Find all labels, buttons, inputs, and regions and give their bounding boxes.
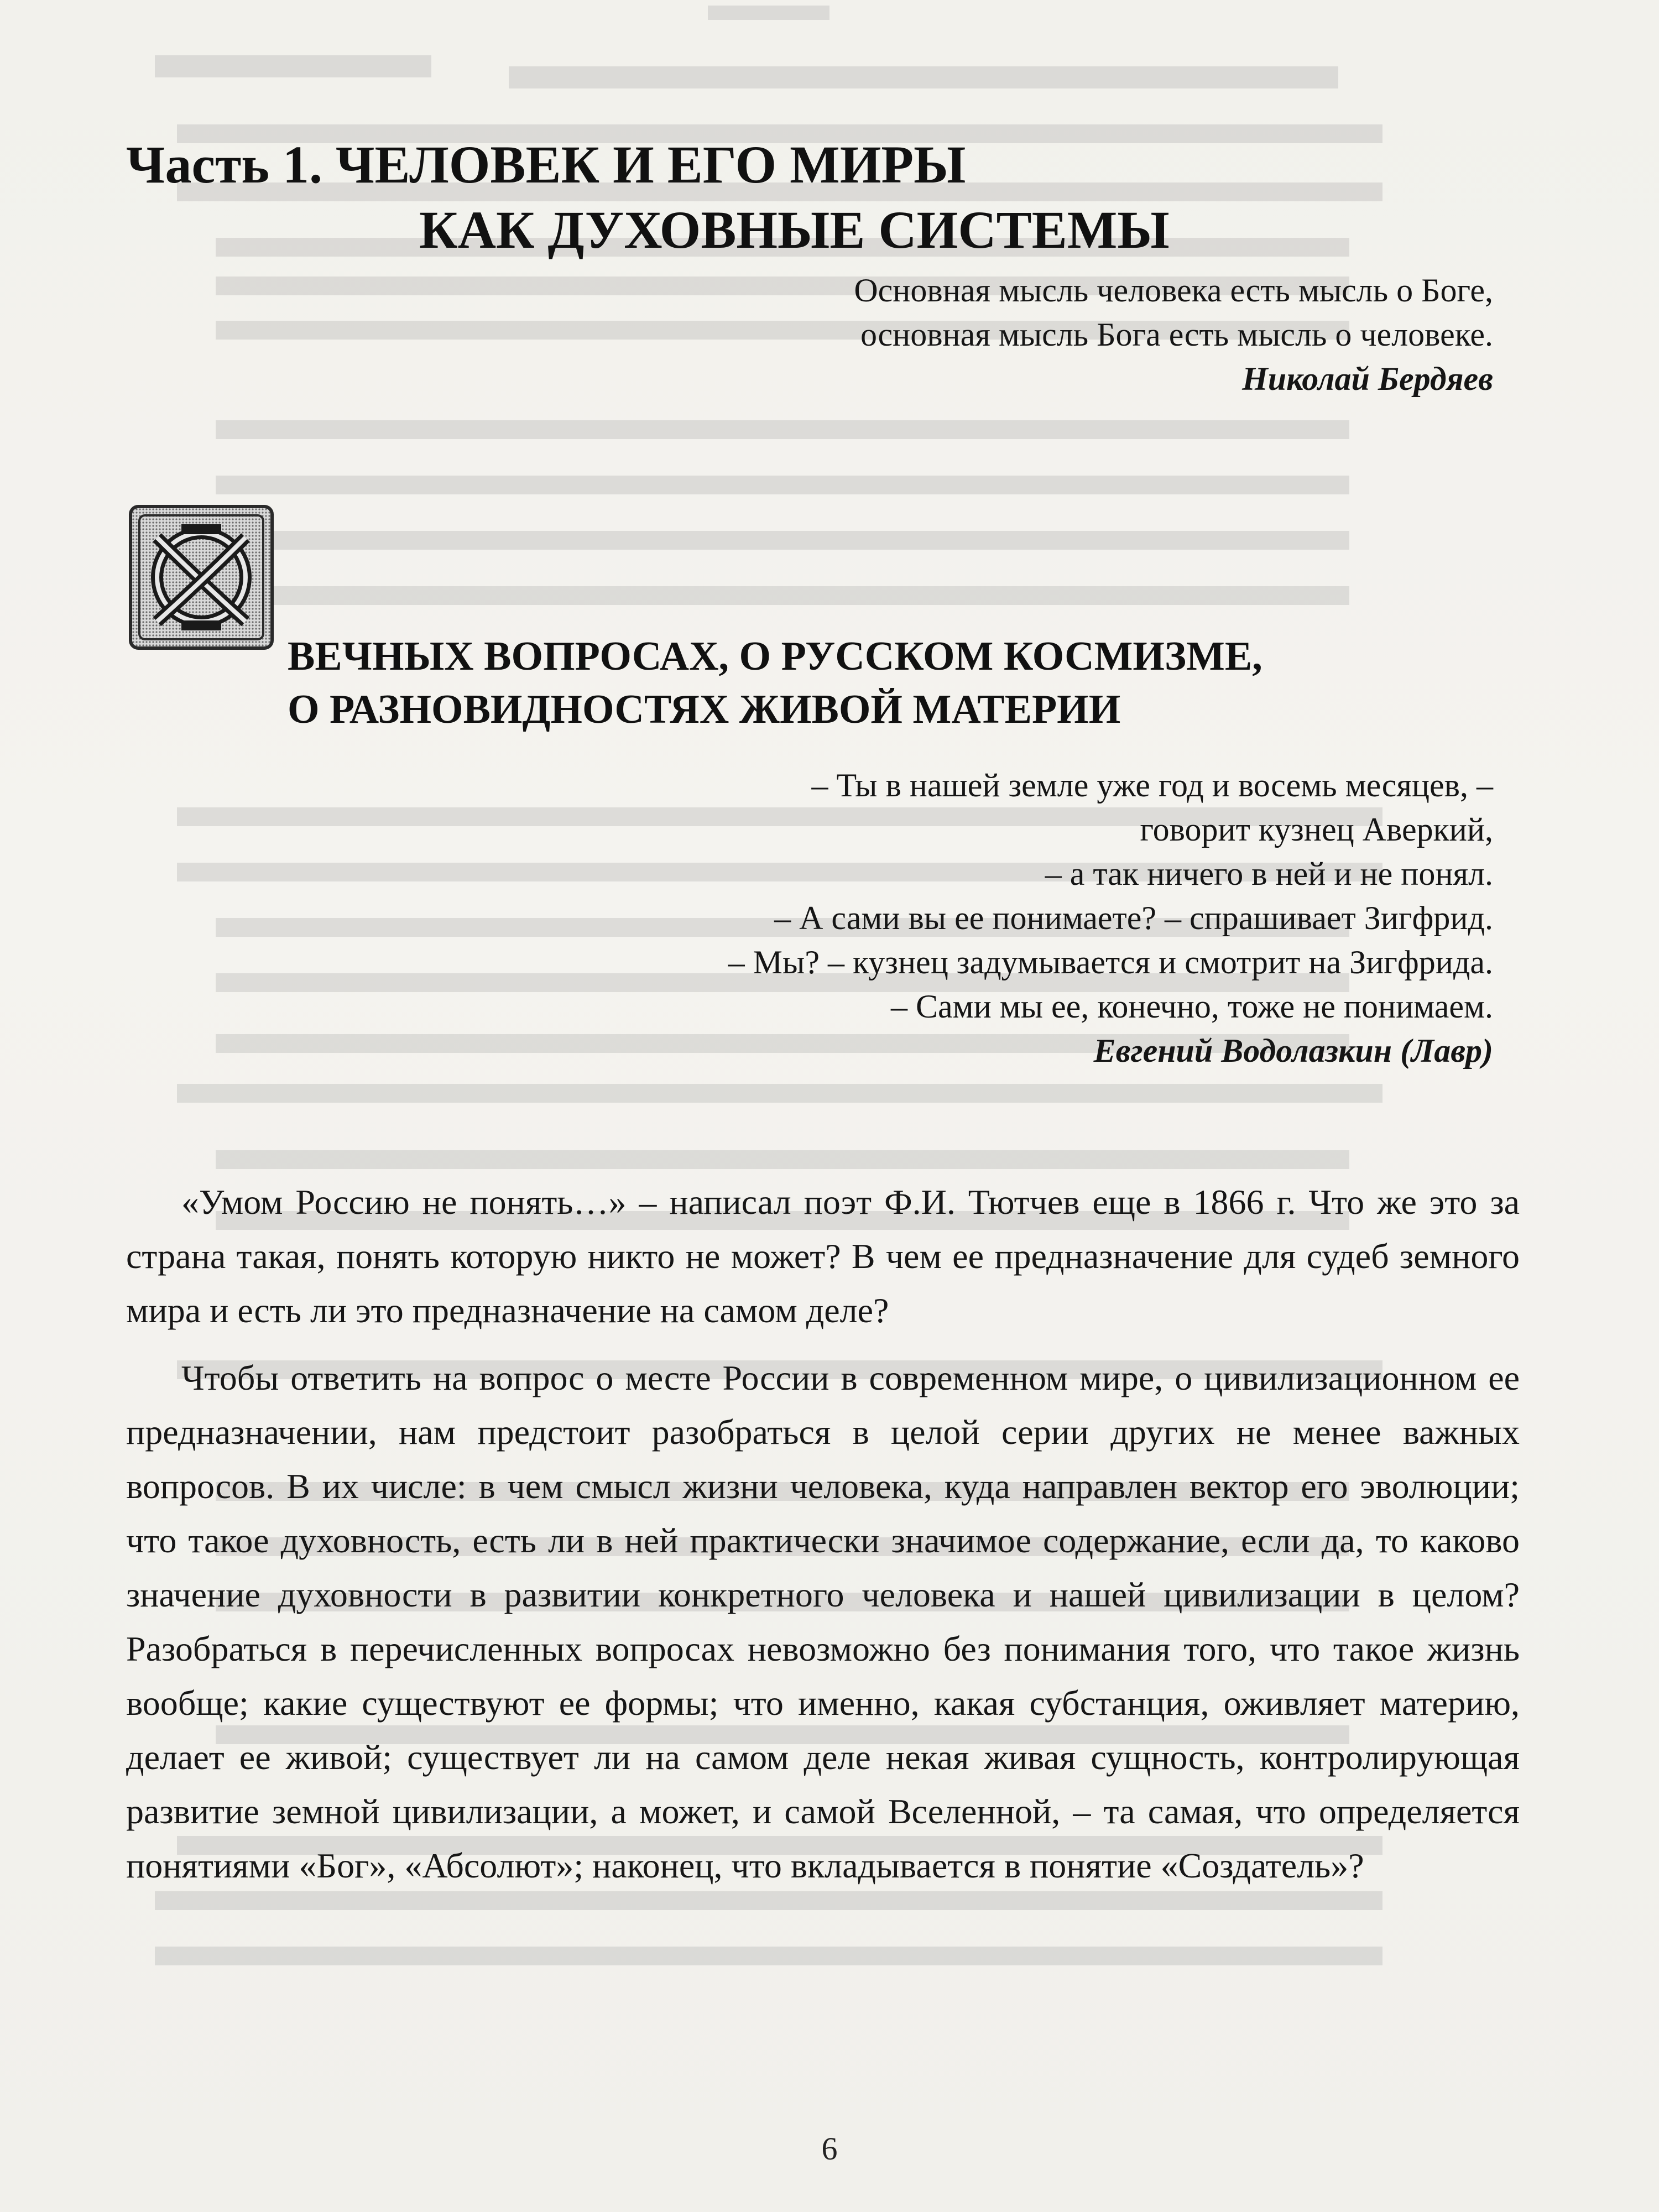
part-heading (126, 132, 1520, 263)
page-number: 6 (821, 2131, 838, 2167)
epigraph-line: основная мысль Бога есть мысль о человеке. (860, 316, 1493, 353)
section-heading-line2: О РАЗНОВИДНОСТЯХ ЖИВОЙ МАТЕРИИ (288, 687, 1121, 733)
epigraph-berdyaev (387, 268, 1493, 401)
part-heading-line1: Часть 1. ЧЕЛОВЕК И ЕГО МИРЫ (126, 135, 966, 195)
epigraph-line: – Мы? – кузнец задумывается и смотрит на Зигфрида. (728, 944, 1493, 980)
epigraph-line: Основная мысль человека есть мысль о Боге, (854, 272, 1493, 309)
body-paragraph: Чтобы ответить на вопрос о месте России в современном мире, о цивилизационном ее предназначении, нам предстоит разобраться в целой серии других не менее важных вопросов. В их числе: в чем смысл жизни человека, куда направлен вектор его эволюции; что такое духовность, есть ли в ней практически значимое содержание, если да, то каково значение духовности в развитии конкретного человека и нашей цивилизации в целом? Разобраться в перечисленных вопросах невозможно без понимания того, что такое жизнь вообще; какие существуют ее формы; что именно, какая субстанция, оживляет материю, делает ее живой; существует ли на самом деле некая живая сущность, контролирующая развитие земной цивилизации, а может, и самой Вселенной, – та самая, что определяется понятиями «Бог», «Абсолют»; наконец, что вкладывается в понятие «Создатель»? (126, 1358, 1520, 1885)
epigraph-line: – А сами вы ее понимаете? – спрашивает Зигфрид. (774, 900, 1493, 936)
section-heading (288, 630, 1532, 736)
body-text (126, 1175, 1520, 1906)
celtic-knot-ornament-icon (128, 504, 274, 650)
epigraph-line: – Сами мы ее, конечно, тоже не понимаем. (891, 988, 1493, 1025)
section-heading-line1: ВЕЧНЫХ ВОПРОСАХ, О РУССКОМ КОСМИЗМЕ, (288, 634, 1262, 680)
epigraph-vodolazkin (387, 763, 1493, 1073)
body-paragraph: «Умом Россию не понять…» – написал поэт Ф.И. Тютчев еще в 1866 г. Что же это за страна такая, понять которую никто не может? В чем ее предназначение для судеб земного мира и есть ли это предназначение на самом деле? (126, 1182, 1520, 1330)
epigraph-author: Евгений Водолазкин (Лавр) (1093, 1032, 1493, 1069)
part-heading-line2: КАК ДУХОВНЫЕ СИСТЕМЫ (419, 200, 1170, 260)
epigraph-author: Николай Бердяев (1242, 361, 1493, 397)
ornament-svg (128, 504, 274, 650)
epigraph-line: – Ты в нашей земле уже год и восемь месяцев, – (811, 767, 1493, 804)
epigraph-line: – а так ничего в ней и не понял. (1045, 855, 1493, 892)
epigraph-line: говорит кузнец Аверкий, (1140, 811, 1493, 848)
